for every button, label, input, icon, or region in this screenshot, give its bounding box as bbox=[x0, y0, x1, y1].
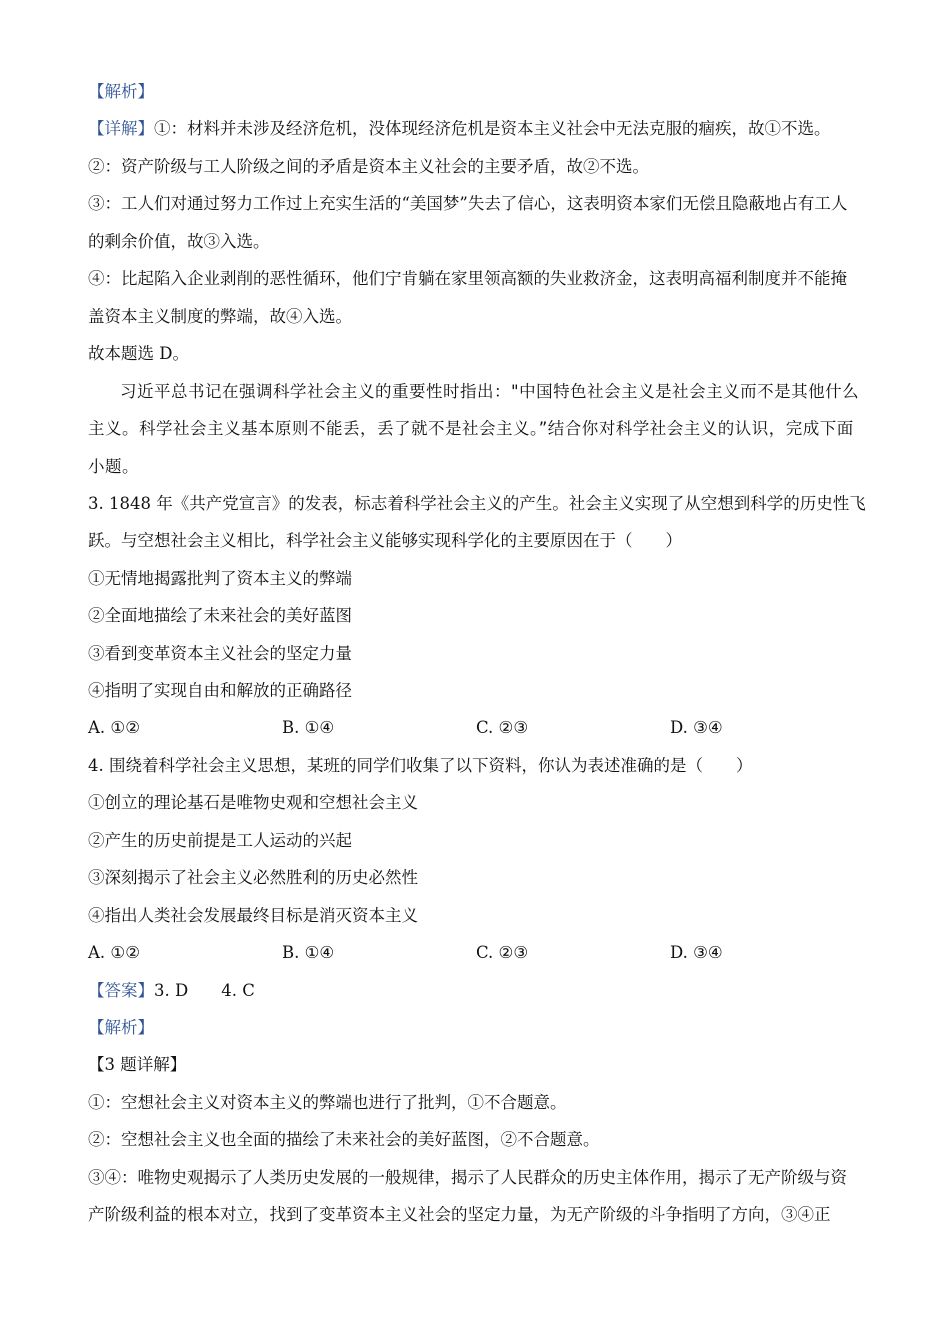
q3-statement-3: ③看到变革资本主义社会的坚定力量 bbox=[88, 644, 352, 663]
q4-option-b: B. ①④ bbox=[282, 943, 335, 962]
q3-statement-2: ②全面地描绘了未来社会的美好蓝图 bbox=[88, 606, 352, 625]
q3-detail-item-2: ②：空想社会主义也全面的描绘了未来社会的美好蓝图，②不合题意。 bbox=[88, 1130, 600, 1149]
q3-detail-item-34a: ③④：唯物史观揭示了人类历史发展的一般规律，揭示了人民群众的历史主体作用，揭示了无产阶级与资 bbox=[88, 1168, 847, 1187]
q3-option-b: B. ①④ bbox=[282, 718, 335, 737]
detail-label: 【详解】 bbox=[88, 119, 154, 138]
q3-stem-2: 跃。与空想社会主义相比，科学社会主义能够实现科学化的主要原因在于（ ） bbox=[88, 531, 682, 550]
analysis-label: 【解析】 bbox=[88, 82, 154, 101]
q3-detail-item-34b: 产阶级利益的根本对立，找到了变革资本主义社会的坚定力量，为无产阶级的斗争指明了方向，③④正 bbox=[88, 1205, 831, 1224]
answer-line bbox=[88, 980, 255, 1002]
q3-detail-label: 【3 题详解】 bbox=[88, 1055, 187, 1074]
q4-option-c: C. ②③ bbox=[476, 943, 529, 962]
q3-option-a: A. ①② bbox=[88, 718, 140, 737]
q4-option-d: D. ③④ bbox=[670, 943, 723, 962]
answer-label: 【答案】 bbox=[88, 981, 154, 1000]
passage-line-2: 主义。科学社会主义基本原则不能丢，丢了就不是社会主义。”结合你对科学社会主义的认识，完成下面 bbox=[88, 419, 854, 438]
q3-statement-4: ④指明了实现自由和解放的正确路径 bbox=[88, 681, 352, 700]
detail-item-3a: ③：工人们对通过努力工作过上充实生活的“美国梦”失去了信心，这表明资本家们无偿且隐蔽地占有工人 bbox=[88, 194, 848, 213]
detail-item-1-text: ①：材料并未涉及经济危机，没体现经济危机是资本主义社会中无法克服的痼疾，故①不选。 bbox=[154, 119, 831, 138]
detail-item-1 bbox=[88, 118, 831, 140]
q4-statement-3: ③深刻揭示了社会主义必然胜利的历史必然性 bbox=[88, 868, 418, 887]
q4-statement-2: ②产生的历史前提是工人运动的兴起 bbox=[88, 831, 352, 850]
detail-item-4a: ④：比起陷入企业剥削的恶性循环，他们宁肯躺在家里领高额的失业救济金，这表明高福利制度并不能掩 bbox=[88, 269, 847, 288]
detail-item-2: ②：资产阶级与工人阶级之间的矛盾是资本主义社会的主要矛盾，故②不选。 bbox=[88, 157, 649, 176]
q3-statement-1: ①无情地揭露批判了资本主义的弊端 bbox=[88, 569, 352, 588]
conclusion: 故本题选 D。 bbox=[88, 344, 189, 363]
passage-line-3: 小题。 bbox=[88, 457, 139, 476]
answer-text: 3. D 4. C bbox=[154, 981, 255, 1000]
q4-stem: 4. 围绕着科学社会主义思想，某班的同学们收集了以下资料，你认为表述准确的是（ ） bbox=[88, 756, 753, 775]
q4-option-a: A. ①② bbox=[88, 943, 140, 962]
detail-item-3b: 的剩余价值，故③入选。 bbox=[88, 232, 270, 251]
q3-option-c: C. ②③ bbox=[476, 718, 529, 737]
analysis2-label: 【解析】 bbox=[88, 1018, 154, 1037]
q3-option-d: D. ③④ bbox=[670, 718, 723, 737]
q4-statement-4: ④指出人类社会发展最终目标是消灭资本主义 bbox=[88, 906, 418, 925]
detail-item-4b: 盖资本主义制度的弊端，故④入选。 bbox=[88, 307, 352, 326]
q3-stem-1: 3. 1848 年《共产党宣言》的发表，标志着科学社会主义的产生。社会主义实现了从空想到科学的历史性飞 bbox=[88, 494, 866, 513]
q3-detail-item-1: ①：空想社会主义对资本主义的弊端也进行了批判，①不合题意。 bbox=[88, 1093, 567, 1112]
passage-line-1: 习近平总书记在强调科学社会主义的重要性时指出："中国特色社会主义是社会主义而不是其他什么 bbox=[120, 382, 860, 401]
q4-statement-1: ①创立的理论基石是唯物史观和空想社会主义 bbox=[88, 793, 418, 812]
